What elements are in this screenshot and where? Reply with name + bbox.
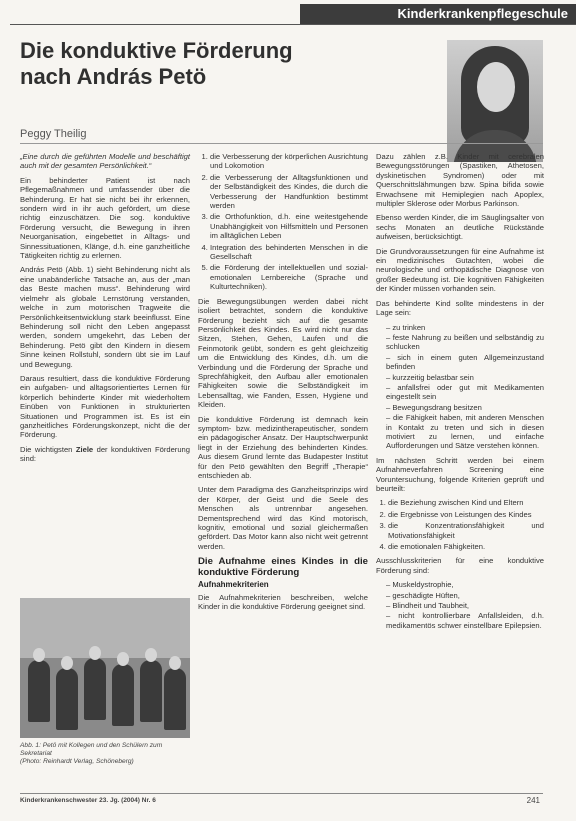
intro-paragraph: „Eine durch die geführten Modelle und beschäftigt auch mit der gesamten Persönlichkeit.“ [20, 152, 190, 171]
list-item: – Muskeldystrophie, [386, 580, 544, 589]
list-item: – zu trinken [386, 323, 544, 332]
paragraph: Daraus resultiert, dass die konduktive Förderung ein aufgaben- und alltagsorientiertes Lernen für körperlich behinderte Kinder mit wiederholtem Einüben von Funktionen in strukturierten Situationen und Programmen ist. Es ist ein ganzheitliches Förderungskonzept, nicht die der Förderung. [20, 373, 190, 440]
list-item: 4. die emotionalen Fähigkeiten. [388, 542, 544, 551]
journal-citation: Kinderkrankenschwester 23. Jg. (2004) Nr. 6 [20, 797, 156, 804]
list-item: 2. die Ergebnisse von Leistungen des Kindes [388, 510, 544, 519]
abilities-list [376, 323, 544, 451]
list-item: 3. die Konzentrationsfähigkeit und Motivationsfähigkeit [388, 521, 544, 540]
section-heading: Die Aufnahme eines Kindes in die konduktive Förderung [198, 556, 368, 579]
list-item: 2. die Verbesserung der Alltagsfunktionen und der Selbständigkeit des Kindes, die durch die Verbesserung der Handfunktion bestimmt werden [210, 173, 368, 211]
group-photo [20, 598, 190, 738]
article-title [20, 38, 350, 90]
paragraph: Ausschlusskriterien für eine konduktive Förderung sind: [376, 556, 544, 575]
paragraph: Dazu zählen z.B. Kinder mit cerebralen Bewegungsstörungen (Spastiken, Athetosen, dyskinetischen Syndromen) oder mit Querschnittslähmungen bzw. Spina bifida sowie Erwachsene mit Hemiplegien nach Apoplex, multipler Sklerose oder Morbus Parkinson. [376, 152, 544, 209]
list-item: – feste Nahrung zu beißen und selbständig zu schlucken [386, 333, 544, 352]
paragraph: Ebenso werden Kinder, die im Säuglingsalter von sechs Monaten an deutliche Rückstände aufweisen, berücksichtigt. [376, 213, 544, 242]
criteria-list [376, 498, 544, 551]
list-item: 4. Integration des behinderten Menschen in die Gesellschaft [210, 243, 368, 262]
column-1 [20, 152, 190, 469]
exclusions-list [376, 580, 544, 630]
list-item: 1. die Verbesserung der körperlichen Ausrichtung und Lokomotion [210, 152, 368, 171]
list-item: – Bewegungsdrang besitzen [386, 403, 544, 412]
list-item: 5. die Förderung der intellektuellen und sozial-emotionalen Lernbereiche (Sprache und Kulturtechniken). [210, 263, 368, 291]
page-number: 241 [526, 796, 540, 805]
list-item: – anfallsfrei oder gut mit Medikamenten eingestellt sein [386, 383, 544, 402]
title-line-2: nach András Petö [20, 64, 207, 89]
header-divider [10, 24, 576, 25]
list-item: 1. die Beziehung zwischen Kind und Eltern [388, 498, 544, 507]
column-2 [198, 152, 368, 616]
figure-caption: Abb. 1: Petö mit Kollegen und den Schülern zum Sekretariat (Photo: Reinhardt Verlag, Schöneberg) [20, 742, 163, 765]
goals-list [198, 152, 368, 292]
title-line-1: Die konduktive Förderung [20, 38, 293, 63]
paragraph: Die Grundvoraussetzungen für eine Aufnahme ist ein medizinisches Gutachten, wobei die neurologische und orthopädische Diagnose von großer Bedeutung ist. Die kognitiven Fähigkeiten der Kinder müssen vorhanden sein. [376, 246, 544, 294]
list-item: – Blindheit und Taubheit, [386, 601, 544, 610]
author-divider [20, 143, 543, 144]
paragraph: Ein behinderter Patient ist nach Pflegemaßnahmen und umfassender über die Behinderung. Er hat sie nicht bei ihr erkennen, sondern wird in ihr auch gefördert, um diese richtig einzuschätzen. Die sog. konduktive Förderung versucht, die Bewegung in ihren Neuorganisation, eingebettet in Alltags- und Sinnessituationen, Klänge, d.h. eine ganzheitliche Tätigkeiten richtig zu erlernen. [20, 175, 190, 261]
list-item: – die Fähigkeit haben, mit anderen Menschen in Kontakt zu treten und sich in diesen motiviert zu lernen, und einfache Aufforderungen und Sätze verstehen können. [386, 413, 544, 451]
paragraph: Die Bewegungsübungen werden dabei nicht isoliert betrachtet, sondern die konduktive Förderung bezieht sich auf die gesamte Persönlichkeit des Kindes. Es wird nicht nur das Sitzen, Stehen, Gehen, Laufen und die Feinmotorik geübt, sondern es geht gleichzeitig um die Entwicklung des Kindes, d.h. um die Verbindung und die Förderung der Sprache und Sprechfähigkeit, den Aufbau aller emotionalen Fähigkeiten sowie die Selbständigkeit im Lebensalltag, wie Fanden, Essen, Hygiene und Kleiden. [198, 296, 368, 410]
list-item: – nicht kontrollierbare Anfallsleiden, d.h. medikamentös schwer einstellbare Epilepsien. [386, 611, 544, 630]
paragraph: Das behinderte Kind sollte mindestens in der Lage sein: [376, 298, 544, 318]
paragraph: Im nächsten Schritt werden bei einem Aufnahmeverfahren Screening eine Voruntersuchung, folgende Kriterien geprüft und beurteilt: [376, 455, 544, 493]
footer-divider [20, 793, 543, 794]
paragraph: András Petö (Abb. 1) sieht Behinderung nicht als eine unabänderliche Tatsache an, aus der „man das Beste machen muss“. Behinderung wird vielmehr als globale Lernstörung verstanden, welche in zum motorischen Tragweite die Persönlichkeitsentwicklung stark beeinflusst. Eine Behinderung soll nicht den Leben angepasst werden, sondern umgekehrt, das Leben der Behinderung. Petö gibt den Kindern in diesem Sinne keinen Rollstuhl, sondern übt sie im Lauf und Bewegung. [20, 265, 190, 369]
list-item: – kurzzeitig belastbar sein [386, 373, 544, 382]
subsection-heading: Aufnahmekriterien [198, 580, 269, 590]
column-3 [376, 152, 544, 635]
list-item: 3. die Orthofunktion, d.h. eine weitestgehende Unabhängigkeit von Hilfsmitteln und Personen im alltäglichen Leben [210, 212, 368, 240]
paragraph: Die Aufnahmekriterien beschreiben, welche Kinder in die konduktive Förderung geeignet sind. [198, 592, 368, 612]
paragraph: Die konduktive Förderung ist demnach kein symptom- bzw. medizintherapeutischer, sondern ein pädagogischer Ansatz. Der Hauptschwerpunkt liegt in der Erziehung des behinderten Kindes. Aus diesem Grund lernte das Budapester Institut für den Petö gewählten den Begriff „Therapie“ entschieden ab. [198, 414, 368, 480]
goals-intro: Die wichtigsten Ziele der konduktiven Förderung sind: [20, 444, 190, 464]
list-item: – geschädigte Hüften, [386, 591, 544, 600]
author-name: Peggy Theilig [20, 128, 87, 140]
section-header: Kinderkrankenpflegeschule [300, 4, 576, 24]
paragraph: Unter dem Paradigma des Ganzheitsprinzips wird der Körper, der Geist und die Seele des Menschen als untrennbar angesehen. Dementsprechend wird das Kind motorisch, kognitiv, emotional und sozial gleichermaßen gefördert. Das Motor kann also nicht weit getrennt werden. [198, 485, 368, 551]
list-item: – sich in einem guten Allgemeinzustand befinden [386, 353, 544, 372]
